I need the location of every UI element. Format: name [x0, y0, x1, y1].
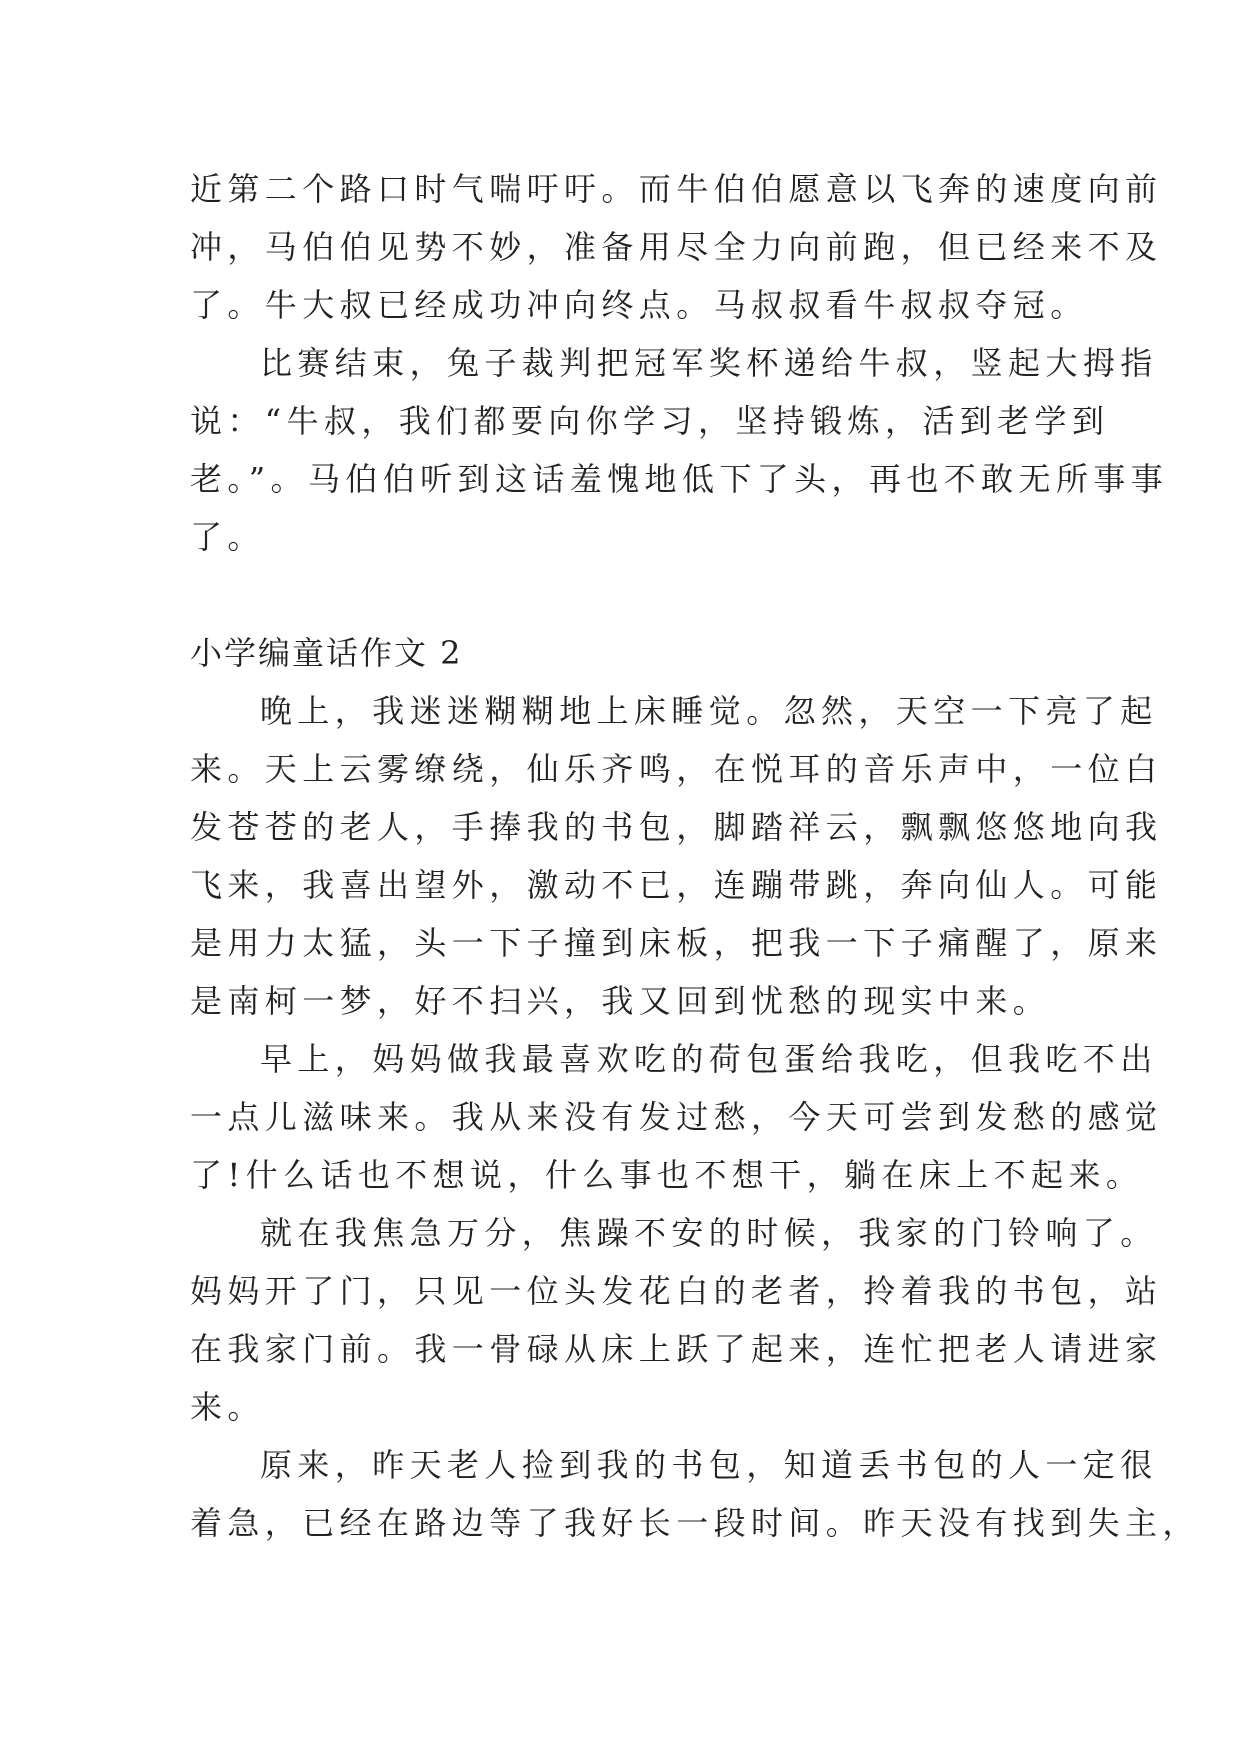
- paragraph-2: [190, 334, 1169, 566]
- text-line: 是南柯一梦，好不扫兴，我又回到忧愁的现实中来。: [190, 982, 1051, 1020]
- text-line: 近第二个路口时气喘吁吁。而牛伯伯愿意以飞奔的速度向前: [190, 170, 1163, 208]
- document-body: [190, 160, 1200, 1552]
- paragraph-6: [190, 1436, 1200, 1552]
- text-line: 妈妈开了门，只见一位头发花白的老者，拎着我的书包，站: [190, 1272, 1163, 1310]
- text-line: 发苍苍的老人，手捧我的书包，脚踏祥云，飘飘悠悠地向我: [190, 808, 1163, 846]
- text-line: 比赛结束，兔子裁判把冠军奖杯递给牛叔，竖起大拇指: [260, 344, 1158, 382]
- text-line: 冲，马伯伯见势不妙，准备用尽全力向前跑，但已经来不及: [190, 228, 1163, 266]
- text-line: 说：“牛叔，我们都要向你学习，坚持锻炼，活到老学到: [190, 402, 1110, 440]
- text-line: 了!什么话也不想说，什么事也不想干，躺在床上不起来。: [190, 1156, 1144, 1194]
- text-line: 早上，妈妈做我最喜欢吃的荷包蛋给我吃，但我吃不出: [260, 1040, 1158, 1078]
- paragraph-1: [190, 160, 1163, 334]
- text-line: 了。: [190, 518, 265, 556]
- text-line: 原来，昨天老人捡到我的书包，知道丢书包的人一定很: [260, 1446, 1158, 1484]
- text-line: 是用力太猛，头一下子撞到床板，把我一下子痛醒了，原来: [190, 924, 1163, 962]
- text-line: 了。牛大叔已经成功冲向终点。马叔叔看牛叔叔夺冠。: [190, 286, 1088, 324]
- text-line: 来。: [190, 1388, 265, 1426]
- text-line: 就在我焦急万分，焦躁不安的时候，我家的门铃响了。: [260, 1214, 1158, 1252]
- text-line: 飞来，我喜出望外，激动不已，连蹦带跳，奔向仙人。可能: [190, 866, 1163, 904]
- text-line: 一点儿滋味来。我从来没有发过愁，今天可尝到发愁的感觉: [190, 1098, 1163, 1136]
- paragraph-4: [190, 1030, 1163, 1204]
- section-heading: 小学编童话作文 2: [190, 634, 463, 672]
- text-line: 老。”。马伯伯听到这话羞愧地低下了头，再也不敢无所事事: [190, 460, 1169, 498]
- paragraph-3: [190, 682, 1163, 1030]
- text-line: 晚上，我迷迷糊糊地上床睡觉。忽然，天空一下亮了起: [260, 692, 1158, 730]
- section-gap: [190, 566, 1070, 624]
- text-line: 在我家门前。我一骨碌从床上跃了起来，连忙把老人请进家: [190, 1330, 1163, 1368]
- text-line: 着急，已经在路边等了我好长一段时间。昨天没有找到失主，: [190, 1504, 1200, 1542]
- paragraph-5: [190, 1204, 1163, 1436]
- text-line: 来。天上云雾缭绕，仙乐齐鸣，在悦耳的音乐声中，一位白: [190, 750, 1163, 788]
